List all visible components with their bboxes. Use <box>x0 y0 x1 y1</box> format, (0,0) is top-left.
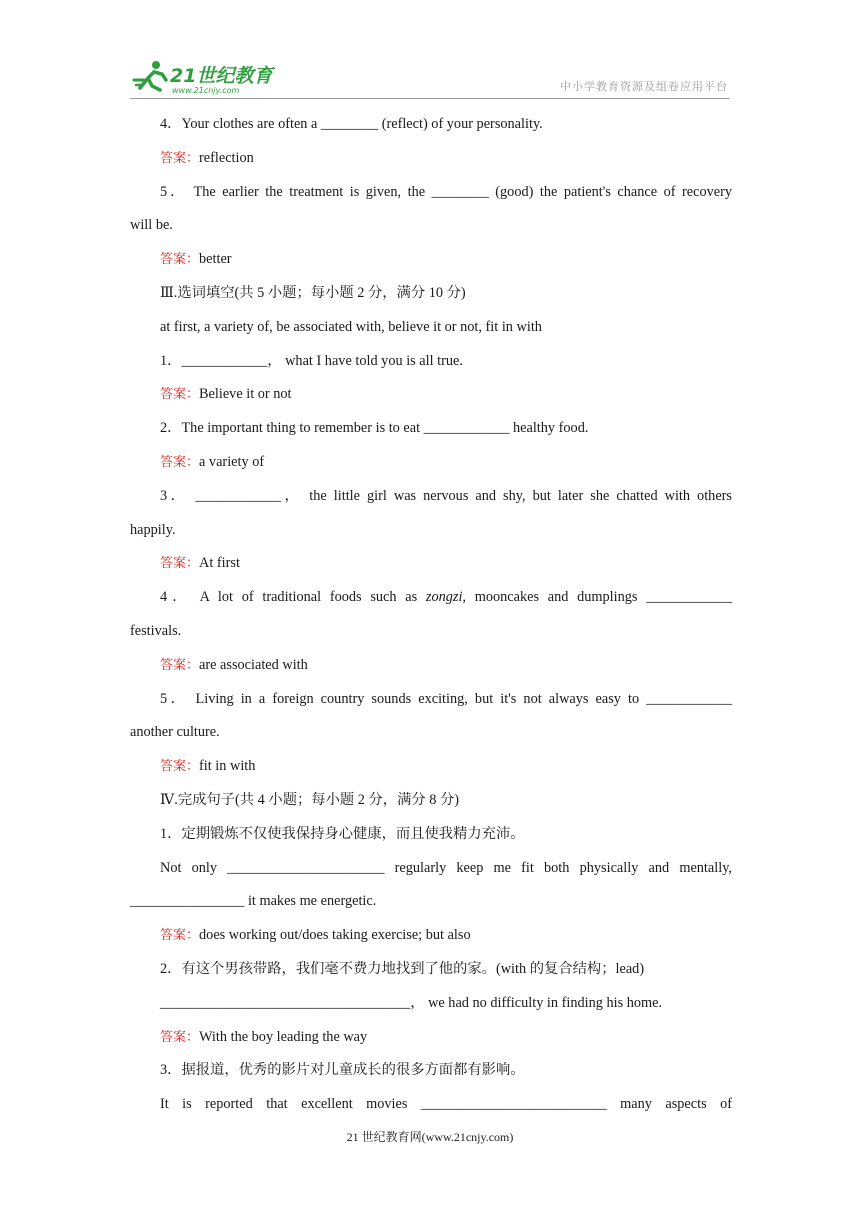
answer-text: better <box>199 251 232 268</box>
question-text: mooncakes and dumplings ____________ <box>466 589 732 606</box>
question-line <box>130 581 732 615</box>
section-heading: Ⅲ.选词填空(共 5 小题；每小题 2 分，满分 10 分) <box>160 284 466 301</box>
answer-text: reflection <box>199 149 254 166</box>
question-line: It is reported that excellent movies __________________________ many aspects of <box>160 1096 732 1113</box>
answer-line <box>130 919 732 953</box>
question-line: 1．____________， what I have told you is all true. <box>160 352 463 369</box>
answer-line <box>130 142 732 176</box>
question-line: another culture. <box>130 724 220 741</box>
answer-text: Believe it or not <box>199 386 292 403</box>
question-line: at first, a variety of, be associated with, believe it or not, fit in with <box>160 318 542 335</box>
answer-text: are associated with <box>199 656 308 673</box>
answer-line <box>130 1021 732 1055</box>
chinese-prompt: 2．有这个男孩带路，我们毫不费力地找到了他的家。(with 的复合结构；lead) <box>160 960 645 977</box>
document-body <box>130 108 732 1122</box>
runner-icon <box>134 61 166 90</box>
question-line: will be. <box>130 217 173 234</box>
header-tagline: 中小学教育资源及组卷应用平台 <box>560 80 728 93</box>
answer-label: 答案： <box>160 928 200 944</box>
question-line: Not only ______________________ regularly keep me fit both physically and mentally, <box>160 859 732 876</box>
answer-text: fit in with <box>199 758 256 775</box>
answer-line <box>130 378 732 412</box>
answer-label: 答案： <box>160 657 200 673</box>
answer-line <box>130 649 732 683</box>
answer-text: At first <box>199 555 240 572</box>
answer-label: 答案： <box>160 454 200 470</box>
answer-text: a variety of <box>199 453 265 470</box>
question-line: 5． Living in a foreign country sounds exciting, but it's not always easy to ____________ <box>160 690 732 707</box>
answer-text: does working out/does taking exercise; but also <box>199 927 471 944</box>
answer-label: 答案： <box>160 387 200 403</box>
question-line: 3． ____________， the little girl was nervous and shy, but later she chatted with others <box>160 487 732 504</box>
answer-label: 答案： <box>160 759 200 775</box>
answer-line <box>130 243 732 277</box>
page-footer: 21 世纪教育网(www.21cnjy.com) <box>346 1130 514 1144</box>
question-line: festivals. <box>130 622 182 639</box>
question-line: 4．Your clothes are often a ________ (reflect) of your personality. <box>160 116 543 132</box>
answer-label: 答案： <box>160 150 200 166</box>
chinese-prompt: 1．定期锻炼不仅使我保持身心健康，而且使我精力充沛。 <box>160 825 525 842</box>
answer-label: 答案： <box>160 556 200 572</box>
answer-label: 答案： <box>160 252 200 268</box>
logo-main: 21世纪教育 <box>170 65 273 87</box>
answer-label: 答案： <box>160 1029 200 1045</box>
section-heading: Ⅳ.完成句子(共 4 小题；每小题 2 分，满分 8 分) <box>160 791 460 808</box>
answer-text: With the boy leading the way <box>199 1028 368 1045</box>
question-line: ___________________________________， we had no difficulty in finding his home. <box>160 994 663 1011</box>
question-line: ________________ it makes me energetic. <box>130 893 377 910</box>
answer-line <box>130 547 732 581</box>
question-line: 2．The important thing to remember is to eat ____________ healthy food. <box>160 420 589 437</box>
italic-term: zongzi, <box>425 589 466 606</box>
page-header <box>130 58 730 99</box>
answer-line <box>130 446 732 480</box>
question-text: 4． A lot of traditional foods such as <box>160 589 426 606</box>
question-line: 5． The earlier the treatment is given, the ________ (good) the patient's chance of recovery <box>160 183 732 200</box>
chinese-prompt: 3．据报道，优秀的影片对儿童成长的很多方面都有影响。 <box>160 1062 525 1079</box>
logo <box>130 58 290 96</box>
question-line: happily. <box>130 521 176 538</box>
logo-url: www.21cnjy.com <box>172 86 240 95</box>
answer-line <box>130 750 732 784</box>
